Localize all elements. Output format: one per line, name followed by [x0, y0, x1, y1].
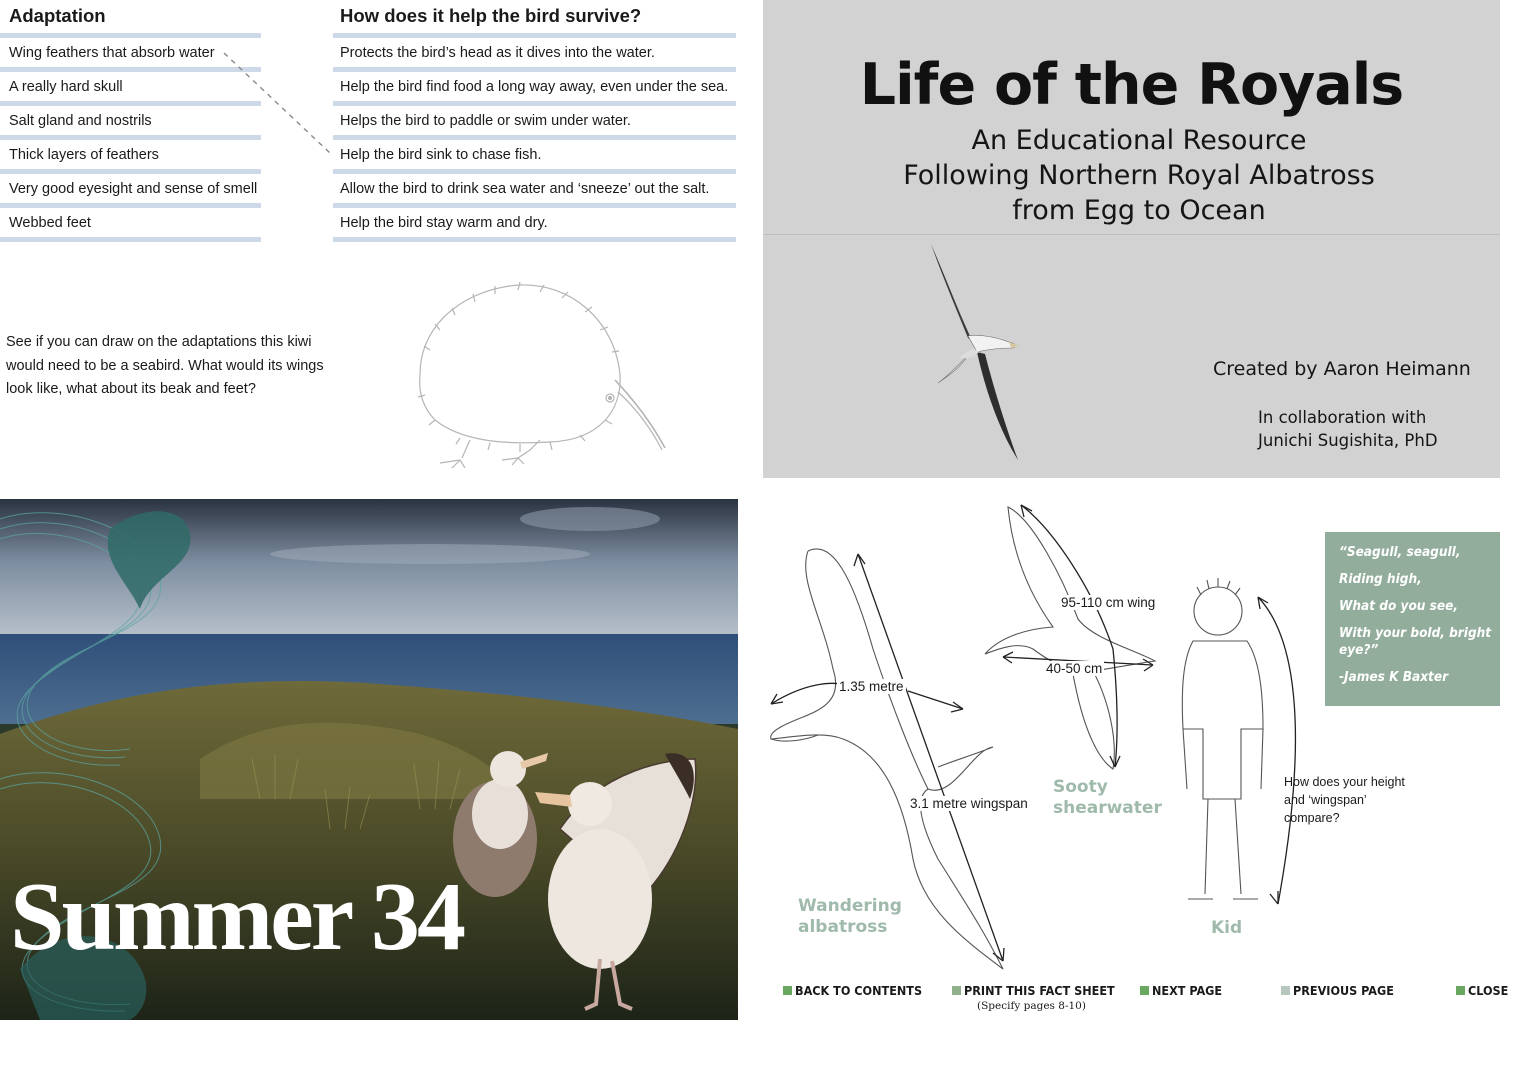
nav-label: BACK TO CONTENTS — [795, 983, 923, 998]
species-label-line: Sooty — [1053, 777, 1108, 797]
survival-reason-item: Protects the bird’s head as it dives into the water. — [333, 33, 736, 72]
cover-collaboration-line: In collaboration with — [1258, 408, 1427, 427]
survival-reason-item: Allow the bird to drink sea water and ‘sneeze’ out the salt. — [333, 174, 736, 208]
species-label-line: Wandering — [798, 896, 902, 916]
cover-title: Life of the Royals — [859, 52, 1404, 118]
quote-line: Riding high, — [1339, 571, 1422, 587]
shearwater-chord-label: 40-50 cm — [1046, 661, 1103, 676]
next-page-button[interactable] — [1140, 983, 1222, 998]
species-label-line: albatross — [798, 917, 888, 937]
cover-author: Created by Aaron Heimann — [1213, 358, 1471, 380]
adaptation-column-header: Adaptation — [9, 5, 106, 26]
matching-dashed-line — [0, 0, 745, 260]
back-to-contents-button[interactable] — [783, 983, 922, 998]
adaptation-item: Very good eyesight and sense of smell — [0, 174, 261, 208]
survival-column-header: How does it help the bird survive? — [340, 5, 642, 26]
life-of-the-royals-cover — [763, 0, 1500, 478]
grey-square-icon — [1281, 986, 1290, 995]
survival-reason-item: Help the bird sink to chase fish. — [333, 140, 736, 174]
nav-label: PRINT THIS FACT SHEET — [964, 983, 1115, 998]
quote-line: With your bold, bright eye?” — [1339, 625, 1492, 658]
adaptation-item: Thick layers of feathers — [0, 140, 261, 174]
close-button[interactable] — [1456, 983, 1508, 998]
wingspan-comparison-fact-sheet — [763, 499, 1509, 1020]
previous-page-button[interactable] — [1281, 983, 1394, 998]
survival-reason-item: Help the bird stay warm and dry. — [333, 208, 736, 242]
cover-collaborator-name: Junichi Sugishita, PhD — [1258, 431, 1438, 450]
quote-line: What do you see, — [1339, 598, 1459, 614]
cover-subtitle-line: Following Northern Royal Albatross — [903, 160, 1375, 191]
flying-albatross-photo — [913, 238, 1033, 468]
green-square-icon — [1140, 986, 1149, 995]
green-square-icon — [952, 986, 961, 995]
cover-subtitle-line: An Educational Resource — [971, 125, 1307, 156]
nav-label: NEXT PAGE — [1152, 983, 1223, 998]
green-square-icon — [783, 986, 792, 995]
albatross-wingspan-label: 3.1 metre wingspan — [910, 796, 1028, 811]
adaptation-item: A really hard skull — [0, 72, 261, 106]
quote-attribution: -James K Baxter — [1339, 669, 1449, 685]
cover-divider — [763, 234, 1500, 235]
species-label-line: shearwater — [1053, 798, 1162, 818]
adaptation-worksheet — [0, 0, 745, 490]
survival-reason-item: Help the bird find food a long way away, even under the sea. — [333, 72, 736, 106]
nav-label: PREVIOUS PAGE — [1293, 983, 1394, 998]
sooty-shearwater-label — [1053, 777, 1162, 819]
adaptation-item: Salt gland and nostrils — [0, 106, 261, 140]
baxter-quote-box — [1325, 532, 1500, 706]
summer-issue-cover — [0, 499, 738, 1020]
print-pages-note: (Specify pages 8-10) — [977, 1000, 1086, 1012]
adaptation-item: Wing feathers that absorb water — [0, 33, 261, 72]
shearwater-wing-label: 95-110 cm wing — [1061, 595, 1156, 610]
kiwi-drawing-prompt: See if you can draw on the adaptations this kiwi would need to be a seabird. What would its wings look like, what about its beak and feet? — [6, 334, 324, 397]
kid-label: Kid — [1211, 918, 1243, 938]
green-square-icon — [1456, 986, 1465, 995]
kiwi-outline-illustration — [400, 280, 680, 480]
cover-subtitle-line: from Egg to Ocean — [1012, 195, 1266, 226]
summer-issue-title: Summer 34 — [10, 863, 463, 971]
quote-line: “Seagull, seagull, — [1339, 544, 1461, 560]
adaptation-item: Webbed feet — [0, 208, 261, 242]
wandering-albatross-label — [798, 896, 902, 938]
albatross-chord-label: 1.35 metre — [839, 679, 904, 694]
print-fact-sheet-button[interactable] — [952, 983, 1115, 998]
height-comparison-question: How does your height and ‘wingspan’ compare? — [1284, 775, 1405, 825]
survival-reason-item: Helps the bird to paddle or swim under water. — [333, 106, 736, 140]
nav-label: CLOSE — [1468, 983, 1509, 998]
